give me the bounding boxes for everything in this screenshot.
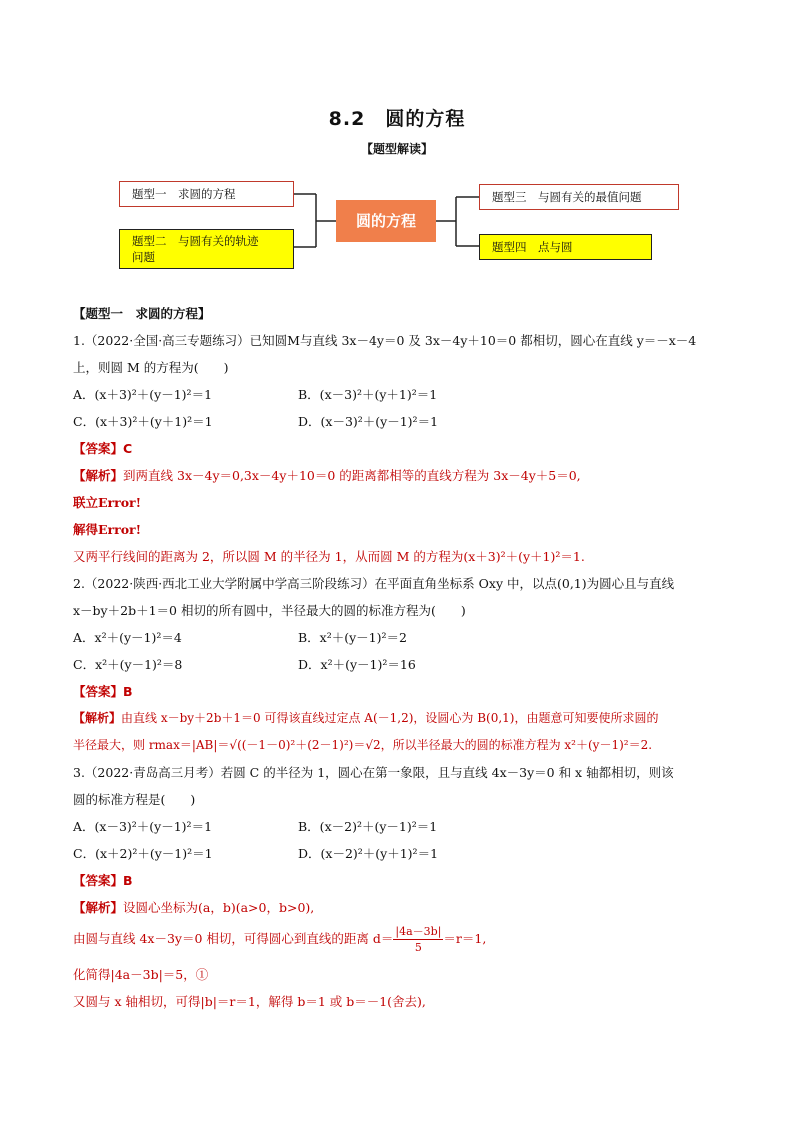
section-heading: 【题型一 求圆的方程】 [73, 306, 211, 321]
question-stem: 3.（2022·青岛高三月考）若圆 C 的半径为 1，圆心在第一象限，且与直线 4x－3y＝0 和 x 轴都相切，则该 [73, 765, 674, 780]
page-title: 8.2 圆的方程 [328, 108, 466, 130]
option-a: A．(x－3)²＋(y－1)²＝1 [73, 819, 213, 834]
question-stem: x－by＋2b＋1＝0 相切的所有圆中，半径最大的圆的标准方程为( ) [73, 603, 466, 618]
analysis-line: 又圆与 x 轴相切，可得|b|＝r＝1，解得 b＝1 或 b＝－1(舍去), [73, 994, 426, 1009]
fraction-numerator: |4a－3b| [395, 925, 442, 938]
options-row [73, 408, 723, 435]
question-stem: 2.（2022·陕西·西北工业大学附属中学高三阶段练习）在平面直角坐标系 Oxy 中，以点(0,1)为圆心且与直线 [73, 576, 675, 591]
answer: 【答案】C [73, 441, 133, 456]
diagram-node-type1 [119, 181, 294, 207]
diagram-node-label: 题型三 与圆有关的最值问题 [492, 190, 642, 204]
diagram-node-label: 问题 [132, 250, 155, 264]
option-b: B．(x－3)²＋(y＋1)²＝1 [298, 387, 438, 402]
options-row [73, 624, 723, 651]
diagram-node-type4 [479, 234, 652, 260]
diagram-node-type3 [479, 184, 679, 210]
analysis-text: 设圆心坐标为(a，b)(a>0，b>0), [123, 900, 315, 915]
diagram-node-label: 题型二 与圆有关的轨迹 [132, 234, 259, 248]
analysis-line: 化简得|4a－3b|＝5，① [73, 967, 209, 982]
option-d: D．(x－2)²＋(y＋1)²＝1 [298, 846, 439, 861]
analysis-label: 【解析】 [73, 711, 122, 725]
analysis-line: 解得Error! [73, 522, 142, 537]
question-stem: 1.（2022·全国·高三专题练习）已知圆M与直线 3x－4y＝0 及 3x－4y＋10＝0 都相切，圆心在直线 y＝－x－4 [73, 333, 697, 348]
diagram-node-label: 题型四 点与圆 [492, 240, 573, 254]
analysis-text: ＝r＝1, [443, 931, 487, 946]
option-c: C．x²＋(y－1)²＝8 [73, 657, 183, 672]
analysis-line: 半径最大，则 rmax＝|AB|＝√((－1－0)²＋(2－1)²)＝√2，所以半径最大的圆的标准方程为 x²＋(y－1)²＝2. [73, 738, 653, 752]
options-row [73, 651, 723, 678]
option-c: C．(x＋3)²＋(y＋1)²＝1 [73, 414, 213, 429]
analysis-label: 【解析】 [73, 900, 124, 915]
option-d: D．(x－3)²＋(y－1)²＝1 [298, 414, 439, 429]
analysis-line [73, 894, 723, 921]
analysis-line [73, 921, 723, 961]
analysis-text: 由直线 x－by＋2b＋1＝0 可得该直线过定点 A(－1,2)，设圆心为 B(0,1)，由题意可知要使所求圆的 [121, 711, 659, 725]
analysis-label: 【解析】 [73, 468, 124, 483]
option-a: A．x²＋(y－1)²＝4 [73, 630, 182, 645]
fraction-denominator: 5 [414, 941, 422, 954]
option-a: A．(x＋3)²＋(y－1)²＝1 [73, 387, 213, 402]
option-b: B．(x－2)²＋(y－1)²＝1 [298, 819, 438, 834]
diagram-node-type2 [119, 229, 294, 269]
options-row [73, 813, 723, 840]
analysis-text: 由圆与直线 4x－3y＝0 相切，可得圆心到直线的距离 d＝ [73, 931, 394, 946]
options-row [73, 840, 723, 867]
option-c: C．(x＋2)²＋(y－1)²＝1 [73, 846, 213, 861]
diagram-center-node: 圆的方程 [336, 200, 436, 242]
options-row [73, 381, 723, 408]
analysis-line: 又两平行线间的距离为 2，所以圆 M 的半径为 1，从而圆 M 的方程为(x＋3)²＋(y＋1)²＝1. [73, 549, 585, 564]
page-subtitle: 【题型解读】 [360, 142, 433, 156]
analysis-line: 联立Error! [73, 495, 142, 510]
diagram-node-label: 题型一 求圆的方程 [132, 187, 236, 201]
analysis-line [73, 462, 723, 489]
fraction [393, 924, 443, 955]
question-stem: 上，则圆 M 的方程为( ) [73, 360, 229, 375]
answer: 【答案】B [73, 684, 133, 699]
answer: 【答案】B [73, 873, 133, 888]
analysis-text: 到两直线 3x－4y＝0,3x－4y＋10＝0 的距离都相等的直线方程为 3x－4y＋5＝0, [123, 468, 581, 483]
document-body [73, 300, 723, 1015]
question-stem: 圆的标准方程是( ) [73, 792, 196, 807]
option-d: D．x²＋(y－1)²＝16 [298, 657, 416, 672]
option-b: B．x²＋(y－1)²＝2 [298, 630, 407, 645]
analysis-line [73, 705, 723, 732]
